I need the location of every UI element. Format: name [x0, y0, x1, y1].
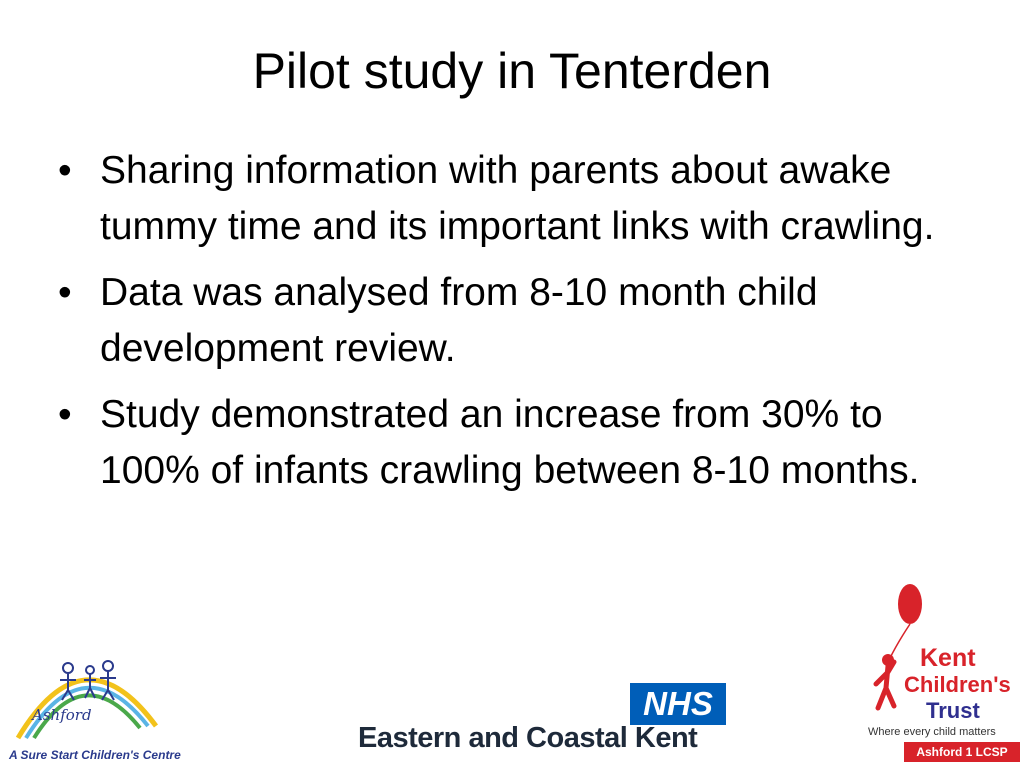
kct-children: Children's: [904, 672, 1011, 697]
bullet-text: Sharing information with parents about awake tummy time and its important links with crawling.: [100, 149, 935, 248]
slide-title: Pilot study in Tenterden: [252, 43, 772, 99]
ashford-sure-start-logo: [6, 638, 218, 766]
kent-childrens-trust-logo: [862, 580, 1022, 768]
kct-kent: Kent: [920, 644, 976, 672]
nhs-logo: [630, 683, 726, 725]
bullet-item: [58, 143, 978, 255]
bullet-item: [58, 387, 978, 499]
nhs-trust-name: Eastern and Coastal Kent: [358, 722, 698, 754]
bullet-text: Data was analysed from 8-10 month child development review.: [100, 271, 818, 370]
bullet-item: [58, 265, 978, 377]
ashford-script-text: Ashford: [32, 706, 92, 724]
bullet-list: [58, 143, 978, 509]
rainbow-icon: [6, 638, 218, 748]
ashford-tagline: A Sure Start Children's Centre: [9, 748, 181, 762]
bullet-text: Study demonstrated an increase from 30% to 100% of infants crawling between 8-10 months.: [100, 393, 920, 492]
bullet-glyph: •: [58, 393, 72, 436]
bullet-glyph: •: [58, 149, 72, 192]
kct-band: Ashford 1 LCSP: [904, 742, 1020, 762]
kct-trust: Trust: [926, 698, 980, 723]
bullet-glyph: •: [58, 271, 72, 314]
kct-strapline: Where every child matters: [868, 726, 996, 738]
balloon-child-icon: [864, 580, 924, 730]
nhs-badge-text: NHS: [643, 685, 713, 722]
